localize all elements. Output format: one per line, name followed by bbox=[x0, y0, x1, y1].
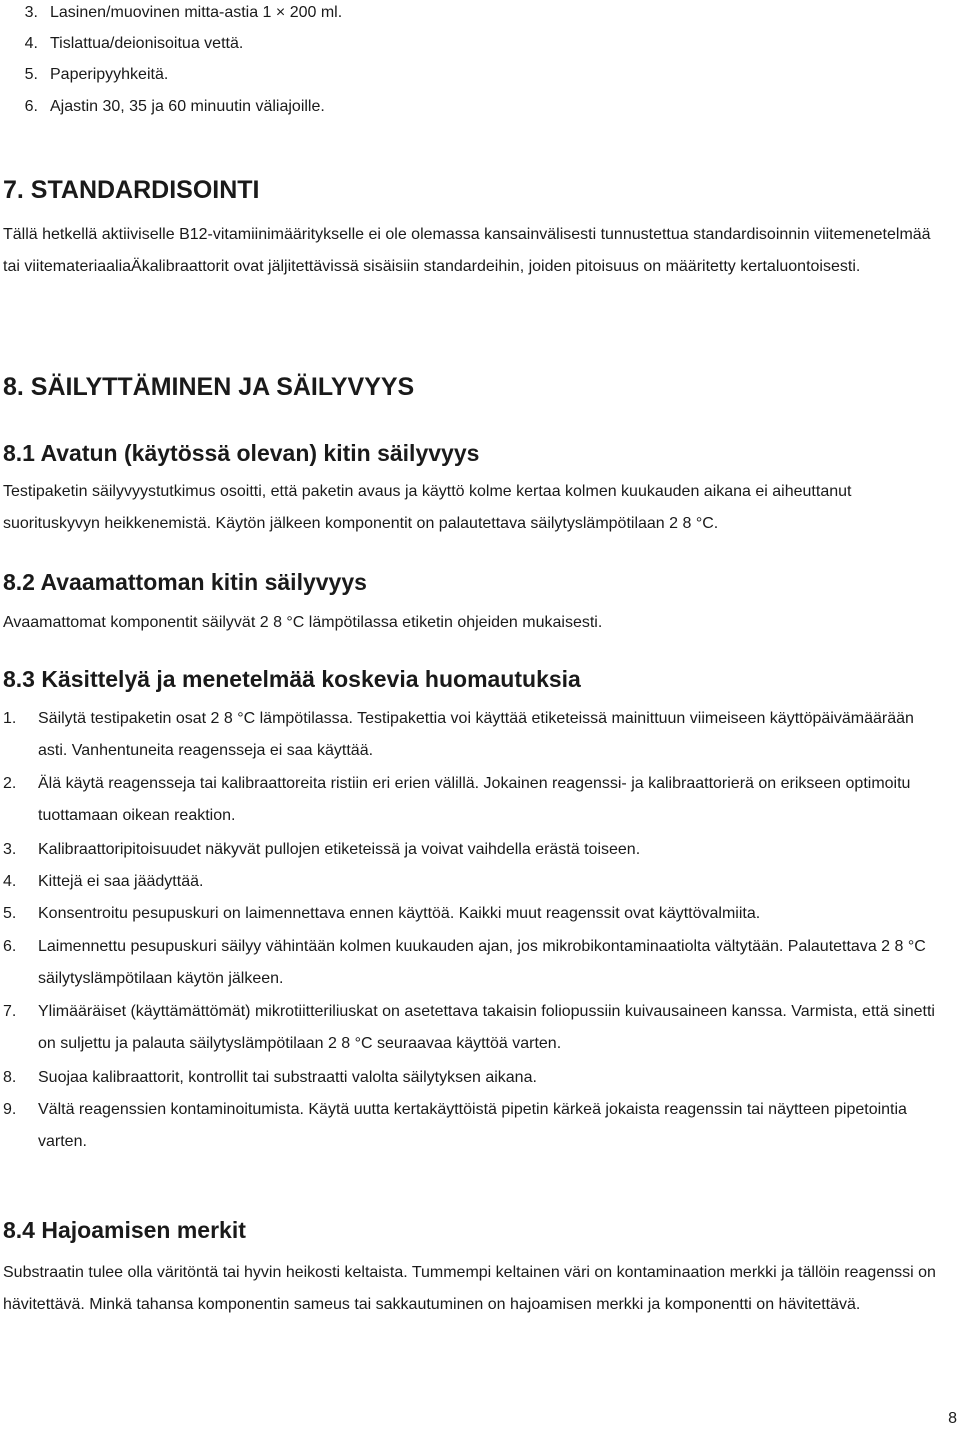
list-text: Paperipyyhkeitä. bbox=[50, 66, 169, 83]
list-number: 5. bbox=[24, 66, 38, 83]
list-text: Tislattua/deionisoitua vettä. bbox=[50, 35, 244, 52]
list-number: 8. bbox=[3, 1069, 17, 1086]
list-number: 4. bbox=[24, 35, 38, 52]
list-item bbox=[3, 931, 943, 995]
list-text: Ajastin 30, 35 ja 60 minuutin väliajoille. bbox=[50, 98, 325, 115]
paragraph: Avaamattomat komponentit säilyvät 2 8 °C lämpötilassa etiketin ohjeiden mukaisesti. bbox=[3, 614, 603, 631]
list-number: 4. bbox=[3, 873, 17, 890]
list-item bbox=[3, 1062, 943, 1094]
section-heading: 7. STANDARDISOINTI bbox=[3, 176, 260, 204]
paragraph: Tällä hetkellä aktiiviselle B12-vitamiinimääritykselle ei ole olemassa kansainvälisesti tunnustettua standardisoinnin viitemenetelmää tai viitemateriaaliaÄkalibraattorit ovat jäljitettävissä sisäisiin standardeihin, joiden pitoisuus on määritetty kertaluontoisesti. bbox=[3, 226, 931, 275]
paragraph: Testipaketin säilyvyystutkimus osoitti, että paketin avaus ja käyttö kolme kertaa kolmen kuukauden aikana ei aiheuttanut suorituskyvyn heikkenemistä. Käytön jälkeen komponentit on palautettava säilytyslämpötilaan 2 8 °C. bbox=[3, 483, 852, 532]
list-text: Ylimääräiset (käyttämättömät) mikrotiitteriliuskat on asetettava takaisin foliopussiin kuivausaineen kanssa. Varmista, että sinetti on suljettu ja palauta säilytyslämpötilaan 2 8 °C seuraavaa käyttöä varten. bbox=[38, 1003, 935, 1052]
list-item bbox=[3, 834, 943, 866]
subsection-heading: 8.3 Käsittelyä ja menetelmää koskevia huomautuksia bbox=[3, 666, 581, 692]
list-text: Suojaa kalibraattorit, kontrollit tai substraatti valolta säilytyksen aikana. bbox=[38, 1069, 537, 1086]
subsection-heading: 8.4 Hajoamisen merkit bbox=[3, 1217, 246, 1243]
list-text: Älä käytä reagensseja tai kalibraattoreita ristiin eri erien välillä. Jokainen reagenssi- ja kalibraattorierä on erikseen optimoitu tuottamaan oikean reaktion. bbox=[38, 775, 911, 824]
list-number: 6. bbox=[24, 98, 38, 115]
list-item bbox=[3, 768, 943, 832]
page-number: 8 bbox=[948, 1410, 957, 1427]
list-item bbox=[3, 996, 943, 1060]
list-text: Säilytä testipaketin osat 2 8 °C lämpötilassa. Testipakettia voi käyttää etiketeissä mainittuun viimeiseen käyttöpäivämäärään asti. Vanhentuneita reagensseja ei saa käyttää. bbox=[38, 710, 914, 759]
list-number: 5. bbox=[3, 905, 17, 922]
list-text: Kalibraattoripitoisuudet näkyvät pullojen etiketeissä ja voivat vaihdella erästä toiseen. bbox=[38, 841, 641, 858]
list-number: 9. bbox=[3, 1101, 17, 1118]
list-number: 6. bbox=[3, 938, 17, 955]
list-item bbox=[3, 1094, 943, 1158]
paragraph: Substraatin tulee olla väritöntä tai hyvin heikosti keltaista. Tummempi keltainen väri on kontaminaation merkki ja tällöin reagenssi on hävitettävä. Minkä tahansa komponentin sameus tai sakkautuminen on hajoamisen merkki ja komponentti on hävitettävä. bbox=[3, 1264, 936, 1313]
list-text: Konsentroitu pesupuskuri on laimennettava ennen käyttöä. Kaikki muut reagenssit ovat käyttövalmiita. bbox=[38, 905, 761, 922]
list-item bbox=[3, 866, 943, 898]
list-text: Kittejä ei saa jäädyttää. bbox=[38, 873, 204, 890]
section-heading: 8. SÄILYTTÄMINEN JA SÄILYVYYS bbox=[3, 373, 415, 401]
list-number: 3. bbox=[3, 841, 17, 858]
list-item bbox=[3, 898, 943, 930]
list-text: Vältä reagenssien kontaminoitumista. Käytä uutta kertakäyttöistä pipetin kärkeä jokaista reagenssin tai näytteen pipetointia varten. bbox=[38, 1101, 907, 1150]
list-number: 2. bbox=[3, 775, 17, 792]
list-number: 3. bbox=[24, 4, 38, 21]
list-number: 1. bbox=[3, 710, 17, 727]
subsection-heading: 8.1 Avatun (käytössä olevan) kitin säilyvyys bbox=[3, 440, 480, 466]
list-text: Laimennettu pesupuskuri säilyy vähintään kolmen kuukauden ajan, jos mikrobikontaminaatiolta vältytään. Palautettava 2 8 °C säilytyslämpötilaan käytön jälkeen. bbox=[38, 938, 926, 987]
subsection-heading: 8.2 Avaamattoman kitin säilyvyys bbox=[3, 569, 367, 595]
list-text: Lasinen/muovinen mitta-astia 1 × 200 ml. bbox=[50, 4, 343, 21]
list-item bbox=[3, 703, 943, 767]
list-number: 7. bbox=[3, 1003, 17, 1020]
